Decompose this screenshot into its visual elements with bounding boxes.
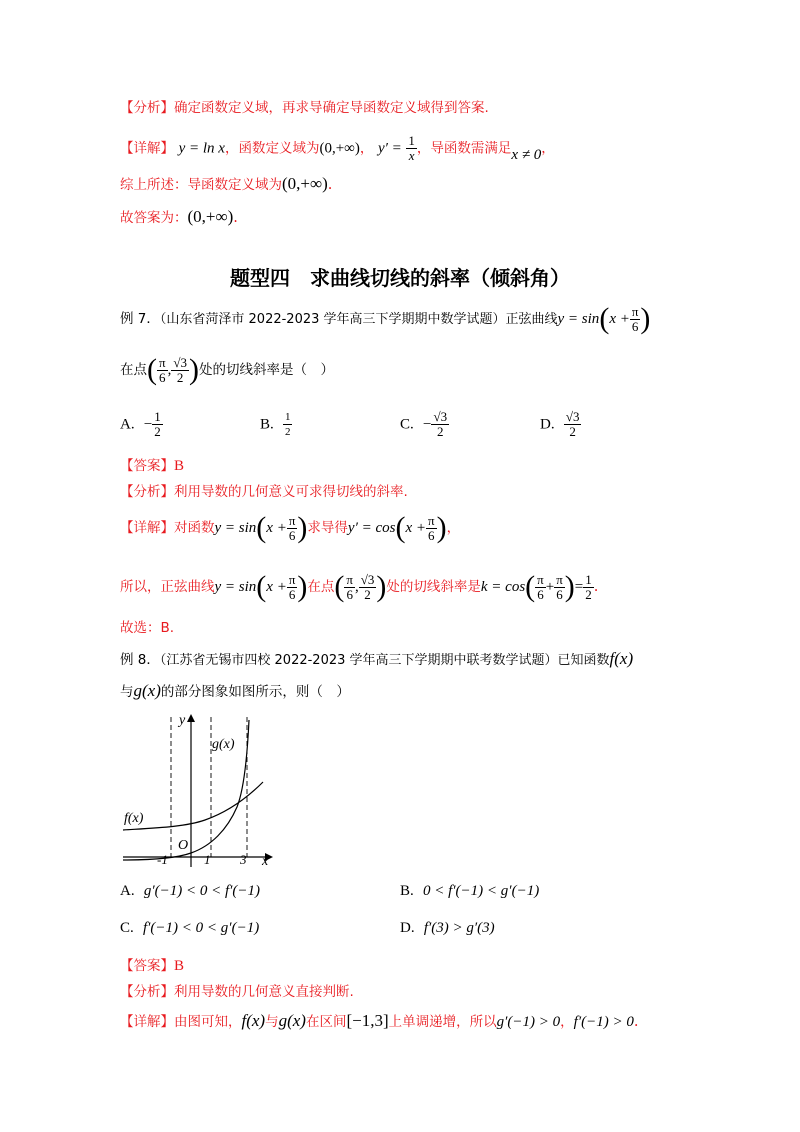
- fraction-denominator: 6: [428, 527, 435, 543]
- ex8-analysis-line: [120, 981, 354, 1003]
- ex7-detail-line: 【详解】对函数y = sin(x + $\frac{\pi}{6}$ )求导得y′ = cos(x + $\frac{\pi}{6}$ )，: [120, 511, 461, 544]
- example-7-line-1: 例 7．（山东省菏泽市 2022-2023 学年高三下学期期中数学试题）正弦曲线y = sin(x + $\frac{\pi}{6}$ ): [120, 302, 651, 335]
- so-text: 所以，正弦曲线: [120, 579, 215, 595]
- formula-f-x: f(x): [609, 649, 634, 668]
- fraction-numerator: π: [288, 571, 296, 587]
- option-letter: D.: [540, 416, 555, 433]
- ex7-choose-line: [120, 617, 174, 639]
- answer-text: 故答案为：: [120, 210, 188, 226]
- choose-text: 故选：B.: [120, 620, 175, 636]
- period: .: [233, 210, 238, 226]
- fraction-denominator: 2: [585, 586, 592, 602]
- answer-line: [120, 206, 238, 229]
- answer-value: B: [174, 458, 185, 474]
- detail-tag: 【详解】: [120, 140, 174, 157]
- derivative-lhs: y′ =: [377, 140, 402, 157]
- fraction-sqrt3-2: [359, 573, 377, 602]
- answer-tag: 【答案】: [120, 958, 174, 974]
- ex8-detail-line: [120, 1010, 638, 1033]
- option-fraction: [152, 410, 163, 439]
- fraction-pi-6: [157, 356, 168, 385]
- condition-formula: x ≠ 0: [511, 146, 542, 163]
- inequality-f: f′(−1) > 0: [573, 1014, 634, 1030]
- formula-y-sin: y = sin: [214, 579, 257, 595]
- formula-x-plus: x +: [266, 520, 287, 536]
- equals-sign: =: [574, 579, 584, 595]
- analysis-tag: 【分析】: [120, 100, 174, 116]
- comma: ，: [541, 140, 555, 157]
- tick-label-1: 1: [204, 852, 211, 867]
- fraction-denominator: 6: [346, 586, 353, 602]
- detail-tag: 【详解】: [120, 1014, 174, 1030]
- fraction-pi-6: [630, 305, 641, 334]
- example-source: （江苏省无锡市四校 2022-2023 学年高三下学期期中联考数学试题）已知函数: [159, 653, 610, 668]
- interval-formula: (0,+∞): [319, 140, 360, 157]
- option-b[interactable]: [400, 883, 539, 900]
- formula-f-x: f(x): [241, 1011, 266, 1030]
- detail-text: 由图可知，: [174, 1014, 242, 1030]
- fraction-denominator: 6: [288, 527, 296, 543]
- so-text: 处的切线斜率是: [386, 579, 481, 595]
- formula-x-plus: x +: [405, 520, 426, 536]
- inequality-g: g′(−1) > 0: [496, 1014, 561, 1030]
- option-fraction: [431, 410, 449, 439]
- fraction-numerator: π: [631, 303, 639, 319]
- interval-formula: (0,+∞): [282, 174, 328, 193]
- period: .: [633, 1014, 639, 1030]
- analysis-line-1: [120, 97, 489, 119]
- option-b[interactable]: [260, 410, 292, 439]
- fraction-pi-6: [287, 514, 298, 543]
- example-label: 例 8．: [120, 652, 160, 668]
- period: .: [327, 177, 333, 193]
- analysis-tag: 【分析】: [120, 484, 174, 500]
- comma: ，: [446, 520, 461, 536]
- fraction-pi-6: [287, 573, 298, 602]
- question-text: 处的切线斜率是（ ）: [198, 362, 334, 378]
- fraction-numerator: π: [428, 512, 435, 528]
- ex7-so-line: 所以，正弦曲线y = sin(x + $\frac{\pi}{6}$ )在点( $\frac{\pi}{6}$ , $\frac{√3}{2}$ )处的切线斜率是k = cos( $\frac{\pi}{6}$ + $\frac{\pi}{6}$ )= $\frac{1}{2}$ .: [120, 570, 599, 603]
- option-c[interactable]: [400, 410, 449, 439]
- formula-x-plus: x +: [266, 579, 287, 595]
- section-heading: 题型四 求曲线切线的斜率（倾斜角）: [230, 266, 570, 290]
- detail-text-condition: ，导函数需满足: [416, 140, 512, 157]
- fraction-pi-6: [554, 573, 565, 602]
- detail-text: 对函数: [174, 520, 215, 536]
- option-d[interactable]: [400, 920, 495, 937]
- option-letter: A.: [120, 883, 135, 899]
- answer-value: B: [174, 958, 185, 974]
- interval-formula: (0,+∞): [187, 207, 234, 226]
- fraction-denominator: 2: [437, 424, 444, 439]
- option-text: f′(−1) < 0 < g′(−1): [142, 920, 260, 936]
- f-label: f(x): [124, 811, 144, 826]
- fraction-denominator: 6: [288, 586, 296, 602]
- fraction-numerator: √3: [360, 571, 375, 587]
- analysis-text: 利用导数的几何意义直接判断.: [174, 984, 354, 1000]
- so-text: 在点: [307, 579, 335, 595]
- fraction-numerator: 1: [585, 571, 592, 587]
- summary-text: 综上所述：导函数定义域为: [120, 177, 282, 193]
- fraction-numerator: √3: [565, 409, 580, 424]
- example-7-line-2: 在点( $\frac{\pi}{6}$ , $\frac{√3}{2}$ )处的切线斜率是（ ）: [120, 353, 334, 386]
- summary-line: [120, 173, 332, 196]
- option-d[interactable]: [540, 410, 581, 439]
- question-text: 的部分图象如图所示，则（ ）: [160, 684, 350, 700]
- example-label: 例 7．: [120, 311, 160, 327]
- analysis-text: 确定函数定义域，再求导确定导函数定义域得到答案.: [174, 100, 489, 116]
- analysis-tag: 【分析】: [120, 984, 174, 1000]
- fraction-denominator: 2: [364, 586, 371, 602]
- option-sign: −: [143, 416, 153, 433]
- formula-x-plus: x +: [609, 311, 630, 327]
- formula-y-sin: y = sin: [214, 520, 257, 536]
- detail-text: 上单调递增，所以: [388, 1014, 497, 1030]
- text-at-point: 在点: [120, 362, 147, 378]
- text-and: 与: [120, 684, 134, 700]
- option-text: 0 < f′(−1) < g′(−1): [422, 883, 540, 899]
- formula-y-ln-x: y = ln x: [178, 140, 225, 157]
- option-sign: −: [422, 416, 432, 433]
- fraction-numerator: √3: [173, 354, 187, 370]
- fraction-denominator: 6: [159, 369, 166, 385]
- fraction-numerator: 1: [154, 409, 161, 424]
- formula-y-cos: y′ = cos: [347, 520, 396, 536]
- y-axis-label: y: [179, 713, 186, 728]
- option-letter: B.: [400, 883, 414, 899]
- example-8-line-2: [120, 680, 350, 703]
- comma: ，: [560, 1014, 574, 1030]
- detail-text: 求导得: [307, 520, 348, 536]
- option-letter: B.: [260, 416, 274, 433]
- g-label: g(x): [212, 737, 235, 752]
- fraction-denominator: 6: [556, 586, 563, 602]
- detail-text-domain: ，函数定义域为: [224, 140, 320, 157]
- formula-g-x: g(x): [278, 1011, 306, 1030]
- y-axis-arrow: [187, 714, 195, 722]
- option-text: g′(−1) < 0 < f′(−1): [143, 883, 261, 899]
- option-letter: C.: [120, 920, 134, 936]
- fraction-pi-6: [344, 573, 355, 602]
- formula-y-sin: y = sin: [557, 311, 600, 327]
- x-axis-label: x: [262, 854, 269, 869]
- formula-k-cos: k = cos: [480, 579, 526, 595]
- fraction-numerator: 1: [408, 133, 415, 148]
- fraction-pi-6: [426, 514, 437, 543]
- ex7-answer-line: [120, 455, 184, 477]
- detail-tag: 【详解】: [120, 520, 174, 536]
- fraction-denominator: x: [408, 148, 415, 163]
- fraction-denominator: 2: [569, 424, 576, 439]
- comma: ，: [359, 140, 374, 157]
- fraction-numerator: 1: [284, 411, 291, 423]
- example-8-line-1: [120, 648, 633, 672]
- option-fraction: [283, 410, 293, 439]
- analysis-text: 利用导数的几何意义可求得切线的斜率.: [174, 484, 408, 500]
- interval-formula: [−1,3]: [346, 1011, 389, 1030]
- answer-tag: 【答案】: [120, 458, 174, 474]
- fraction-pi-6: [535, 573, 546, 602]
- fraction-1-2: [583, 573, 594, 602]
- fraction-denominator: 6: [537, 586, 544, 602]
- fraction-numerator: π: [537, 571, 544, 587]
- tick-label-3: 3: [240, 852, 247, 867]
- fraction-denominator: 2: [284, 426, 291, 438]
- option-fraction: [564, 410, 582, 439]
- example-source: （山东省菏泽市 2022-2023 学年高三下学期期中数学试题）正弦曲线: [159, 312, 558, 327]
- option-text: f′(3) > g′(3): [423, 920, 495, 936]
- detail-line-1: [120, 134, 555, 163]
- formula-g-x: g(x): [133, 681, 161, 700]
- option-c[interactable]: [120, 920, 259, 937]
- fraction-numerator: π: [288, 512, 296, 528]
- fraction-1-over-x: [406, 134, 417, 163]
- fraction-sqrt3-2: [171, 356, 189, 385]
- fraction-denominator: 2: [176, 369, 184, 385]
- function-graph: [115, 712, 285, 872]
- option-a[interactable]: [120, 410, 163, 439]
- period: .: [593, 579, 599, 595]
- detail-text: 在区间: [305, 1014, 347, 1030]
- fraction-numerator: π: [159, 354, 166, 370]
- ex7-analysis-line: [120, 481, 408, 503]
- option-letter: D.: [400, 920, 415, 936]
- fraction-denominator: 2: [154, 424, 161, 439]
- option-a[interactable]: [120, 883, 260, 900]
- origin-label: O: [178, 838, 189, 853]
- fraction-numerator: π: [556, 571, 563, 587]
- option-letter: C.: [400, 416, 414, 433]
- option-letter: A.: [120, 416, 135, 433]
- ex8-answer-line: [120, 955, 184, 977]
- detail-text: 与: [265, 1014, 279, 1030]
- tick-label-minus1: -1: [157, 852, 168, 867]
- fraction-denominator: 6: [631, 318, 639, 334]
- fraction-numerator: √3: [433, 409, 448, 424]
- fraction-numerator: π: [346, 571, 353, 587]
